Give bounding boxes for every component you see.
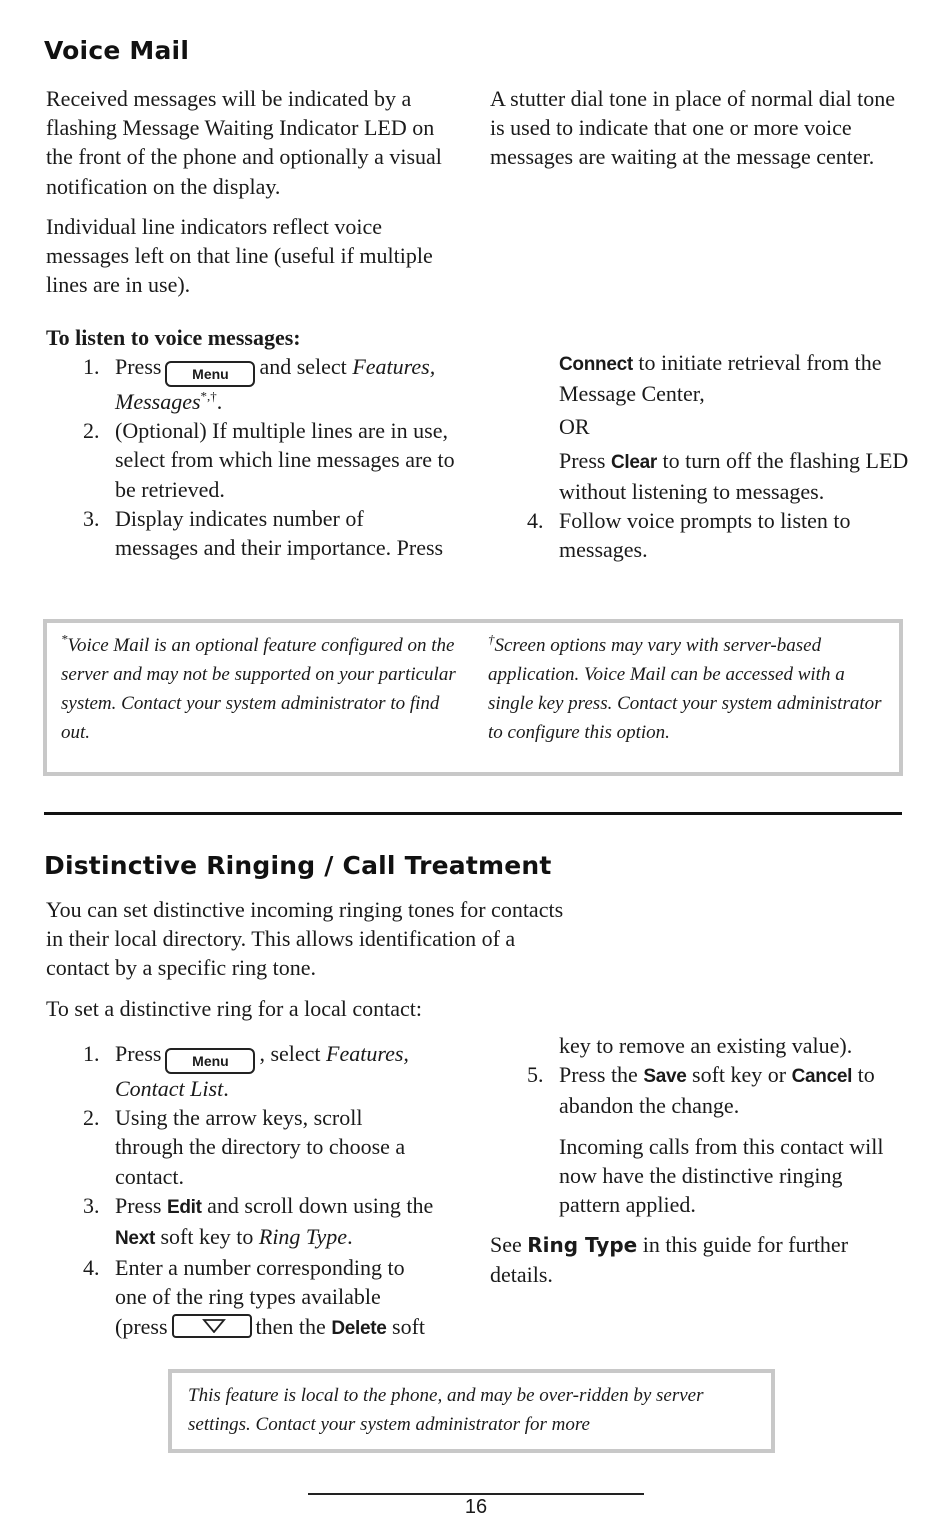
or-text: OR [559, 414, 590, 440]
footnote-right: †Screen options may vary with server-based application. Voice Mail can be accessed with a single key press. Contact your system administrator to configure this option. [488, 631, 882, 743]
ring-step-3: 3. Press Edit and scroll down using the Next soft key to Ring Type. [83, 1192, 434, 1250]
ring-steps-right [490, 1031, 910, 1290]
ring-type-ref: Ring Type [258, 1224, 348, 1250]
incoming-calls-note: Incoming calls from this contact will now have the distinctive ringing pattern applied. [559, 1133, 884, 1218]
listen-step-2: 2. (Optional) If multiple lines are in use, select from which line messages are to be retrieved. [83, 418, 455, 502]
step-number: 2. [83, 1105, 100, 1131]
cancel-key-label: Cancel [791, 1066, 853, 1088]
distinctive-intro: You can set distinctive incoming ringing tones for contacts in their local directory. This allows identification of a contact by a specific ring tone. [46, 897, 564, 981]
listen-step-4: 4. Follow voice prompts to listen to messages. [527, 508, 851, 563]
ring-steps-left [46, 1039, 466, 1343]
ring-step-1: 1. Press Menu , select Features, Contact List. [83, 1041, 409, 1101]
step-number: 3. [83, 1192, 100, 1218]
ring-step-5: 5. Press the Save soft key or Cancel to abandon the change. [527, 1062, 875, 1119]
step-number: 1. [83, 1041, 100, 1066]
step-number: 4. [83, 1255, 100, 1281]
bottom-note-text: This feature is local to the phone, and may be over-ridden by server settings. Contact your system administrator for more [188, 1385, 704, 1435]
see-ring-type: See Ring Type in this guide for further details. [490, 1232, 849, 1288]
edit-key-label: Edit [166, 1196, 202, 1218]
save-key-label: Save [643, 1066, 687, 1088]
listen-step-1: 1. Press Menu and select Features, Messages*,†. [83, 354, 436, 414]
page-number: 16 [464, 1496, 488, 1518]
next-key-label: Next [115, 1228, 155, 1250]
step-number: 3. [83, 505, 100, 531]
menu-path: Features, Contact List [115, 1041, 409, 1101]
listen-step-3: 3. Display indicates number of messages and their importance. Press [83, 505, 444, 561]
menu-path: Features, Messages [115, 354, 436, 414]
menu-key-icon: Menu [165, 1048, 255, 1074]
footnote-marks: *,† [200, 388, 217, 404]
distinctive-ringing-title: Distinctive Ringing / Call Treatment [44, 851, 552, 880]
page-footer-rule [308, 1493, 644, 1495]
clear-key-label: Clear [610, 451, 657, 473]
clear-instruction: Press Clear to turn off the flashing LED without listening to messages. [559, 447, 909, 504]
step-number: 5. [527, 1062, 544, 1088]
ring-type-link-text: Ring Type [527, 1233, 638, 1258]
listen-heading: To listen to voice messages: [46, 325, 301, 350]
listen-steps-right [490, 348, 910, 564]
ring-step-4: 4. Enter a number corresponding to one of the ring types available (press then the Delete soft [83, 1255, 426, 1339]
footnote-box [43, 619, 903, 776]
voice-mail-title: Voice Mail [44, 36, 190, 65]
ring-step-4-continued: key to remove an existing value). [559, 1033, 853, 1058]
connect-key-label: Connect [559, 354, 633, 375]
voice-mail-para1: Received messages will be indicated by a flashing Message Waiting Indicator LED on the front of the phone and optionally a visual notification on the display. [46, 86, 442, 199]
menu-key-icon: Menu [165, 361, 255, 387]
ring-step-2: 2. Using the arrow keys, scroll through the directory to choose a contact. [83, 1105, 406, 1189]
listen-steps-left [46, 352, 456, 562]
down-arrow-key-icon [172, 1314, 252, 1338]
step-number: 1. [83, 354, 100, 379]
footnote-left: *Voice Mail is an optional feature configured on the server and may not be supported on your particular system. Contact your system administrator to find out. [61, 631, 456, 743]
section-divider [44, 812, 902, 815]
distinctive-set-intro: To set a distinctive ring for a local contact: [46, 996, 422, 1021]
connect-instruction: Connect to initiate retrieval from the Message Center, [559, 350, 882, 407]
delete-key-label: Delete [331, 1317, 387, 1339]
step-number: 2. [83, 418, 100, 444]
voice-mail-para3: A stutter dial tone in place of normal dial tone is used to indicate that one or more voice messages are waiting at the message center. [490, 86, 896, 170]
step-number: 4. [527, 508, 544, 534]
bottom-note-box [168, 1369, 775, 1453]
voice-mail-para2: Individual line indicators reflect voice messages left on that line (useful if multiple lines are in use). [46, 214, 433, 298]
